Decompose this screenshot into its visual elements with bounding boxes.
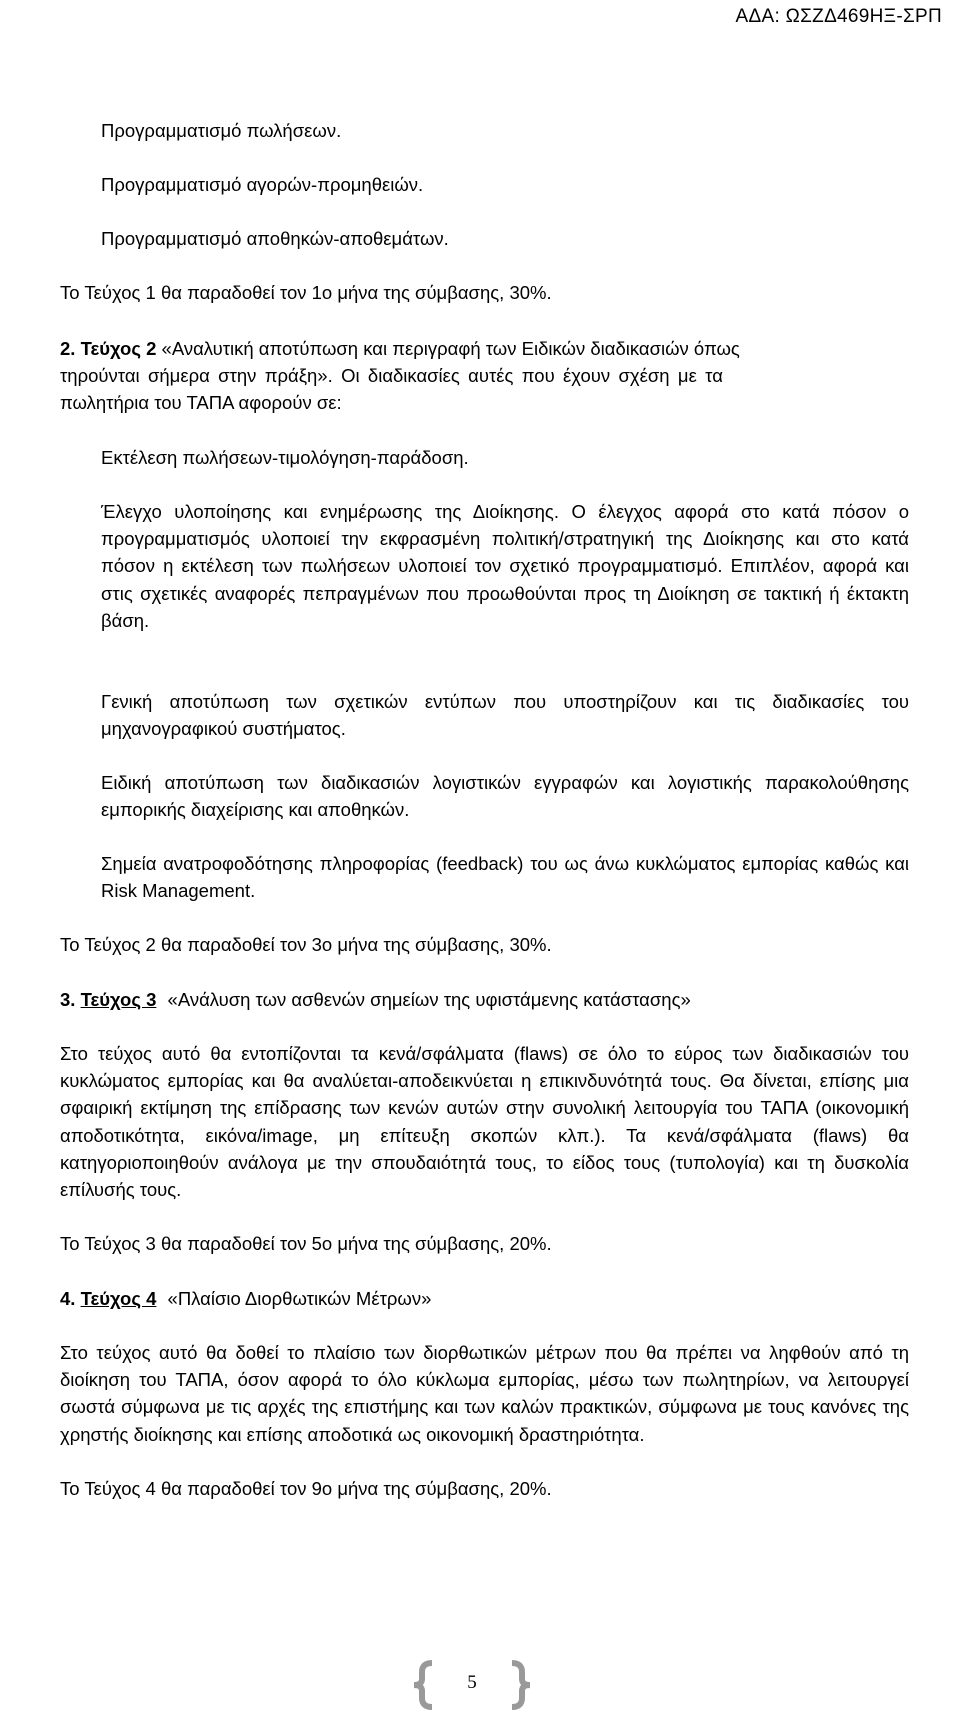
- volume2-bullet-4: Ειδική αποτύπωση των διαδικασιών λογιστικών εγγραφών και λογιστικής παρακολούθησης εμπορικής διαχείρισης και αποθηκών.: [101, 772, 909, 821]
- volume2-desc-line3: πωλητήρια του ΤΑΠΑ αφορούν σε:: [60, 392, 342, 413]
- page-footer: [410, 1660, 534, 1710]
- volume2-desc-line1: «Αναλυτική αποτύπωση και περιγραφή των Ειδικών διαδικασιών όπως: [161, 338, 740, 359]
- volume4-number: 4.: [60, 1288, 76, 1309]
- volume3-delivery: Το Τεύχος 3 θα παραδοθεί τον 5ο μήνα της σύμβασης, 20%.: [60, 1233, 552, 1254]
- page-number: 5: [467, 1672, 477, 1693]
- volume2-delivery: Το Τεύχος 2 θα παραδοθεί τον 3ο μήνα της σύμβασης, 30%.: [60, 934, 552, 955]
- volume2-bullet-3: Γενική αποτύπωση των σχετικών εντύπων που υποστηρίζουν και τις διαδικασίες του μηχανογραφικού συστήματος.: [101, 691, 909, 740]
- volume3-number: 3.: [60, 989, 76, 1010]
- volume2-number: 2.: [60, 338, 76, 359]
- ada-code: ΑΔΑ: ΩΣΖΔ469ΗΞ-ΣΡΠ: [735, 6, 942, 27]
- volume3-title: Τεύχος 3: [80, 989, 157, 1010]
- volume1-delivery: Το Τεύχος 1 θα παραδοθεί τον 1ο μήνα της σύμβασης, 30%.: [60, 282, 552, 303]
- volume4-delivery: Το Τεύχος 4 θα παραδοθεί τον 9ο μήνα της σύμβασης, 20%.: [60, 1478, 552, 1499]
- item-warehouse-planning: Προγραμματισμό αποθηκών-αποθεμάτων.: [101, 228, 449, 249]
- volume2-bullet-1: Εκτέλεση πωλήσεων-τιμολόγηση-παράδοση.: [101, 447, 469, 468]
- volume3-body: Στο τεύχος αυτό θα εντοπίζονται τα κενά/σφάλματα (flaws) σε όλο το εύρος των διαδικασιών του κυκλώματος εμπορίας και θα αναλύεται-αποδεικνύεται η επικινδυνότητά τους. Θα δίνεται, επίσης μια σφαιρική εκτίμηση της επίδρασης των κενών αυτών στην συνολική λειτουργία του ΤΑΠΑ (οικονομική αποδοτικότητα, εικόνα/image, μη επίτευξη σκοπών κλπ.). Τα κενά/σφάλματα (flaws) θα κατηγοριοποιηθούν ανάλογα με την σπουδαιότητά τους, το είδος τους (τυπολογία) και τη δυσκολία επίλυσής τους.: [60, 1043, 909, 1201]
- volume2-desc-line2: τηρούνται σήμερα στην πράξη». Οι διαδικασίες αυτές που έχουν σχέση με τα: [60, 365, 723, 386]
- volume2-bullet-5: Σημεία ανατροφοδότησης πληροφορίας (feedback) του ως άνω κυκλώματος εμπορίας καθώς και Risk Management.: [101, 853, 909, 902]
- volume4-subtitle: «Πλαίσιο Διορθωτικών Μέτρων»: [167, 1288, 432, 1309]
- volume3-subtitle: «Ανάλυση των ασθενών σημείων της υφιστάμενης κατάστασης»: [167, 989, 691, 1010]
- item-sales-planning: Προγραμματισμό πωλήσεων.: [101, 120, 342, 141]
- volume4-heading: [60, 1285, 431, 1312]
- volume2-heading-line: [60, 335, 740, 362]
- volume4-body: Στο τεύχος αυτό θα δοθεί το πλαίσιο των διορθωτικών μέτρων που θα πρέπει να ληφθούν από τη διοίκηση του ΤΑΠΑ, όσον αφορά το όλο κύκλωμα εμπορίας, μέσω των πωλητηρίων, να λειτουργεί σωστά σύμφωνα με τις αρχές της επιστήμης και των καλών πρακτικών, σύμφωνα με τους κανόνες της χρηστής διοίκησης και επίσης αποδοτικά ως οικονομική δραστηριότητα.: [60, 1342, 909, 1445]
- volume2-bullet-2: Έλεγχο υλοποίησης και ενημέρωσης της Διοίκησης. Ο έλεγχος αφορά στο κατά πόσον ο προγραμματισμός υλοποιεί την εκφρασμένη πολιτική/στρατηγική της Διοίκησης και στο κατά πόσον η εκτέλεση των πωλήσεων υλοποιεί τον σχετικό προγραμματισμό. Επιπλέον, αφορά και στις σχετικές αναφορές πεπραγμένων που προωθούνται προς τη Διοίκηση σε τακτική ή έκτακτη βάση.: [101, 501, 909, 631]
- volume3-heading: [60, 986, 691, 1013]
- volume2-title: Τεύχος 2: [80, 338, 157, 359]
- item-purchase-planning: Προγραμματισμό αγορών-προμηθειών.: [101, 174, 424, 195]
- volume4-title: Τεύχος 4: [80, 1288, 157, 1309]
